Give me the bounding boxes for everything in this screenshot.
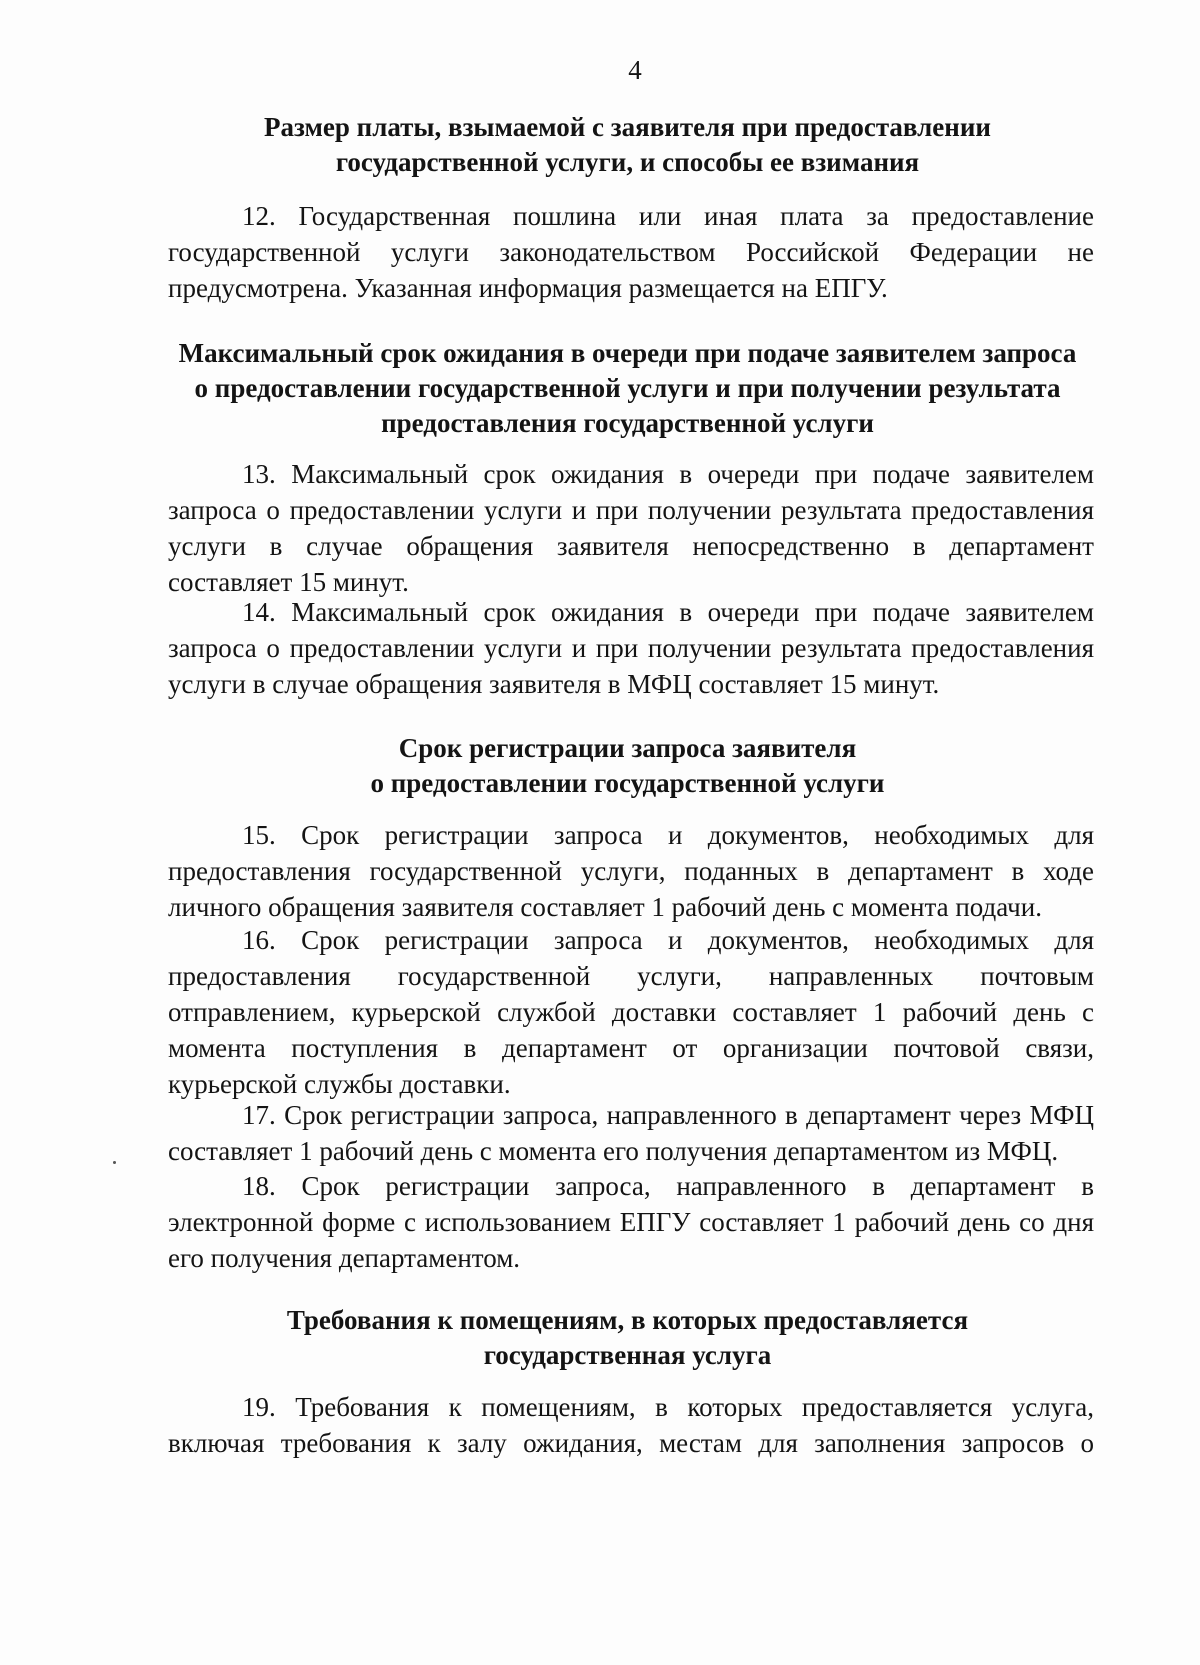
heading-line: Срок регистрации запроса заявителя <box>398 733 857 763</box>
heading-line: государственной услуги, и способы ее взимания <box>335 147 920 177</box>
paragraph-16 <box>168 922 1094 1102</box>
paragraph-line: 16. Срок регистрации запроса и документов, необходимых для <box>242 925 1094 955</box>
paragraph-12 <box>168 198 1094 306</box>
heading-line: о предоставлении государственной услуги <box>370 768 885 798</box>
paragraph-line: 12. Государственная пошлина или иная плата за предоставление <box>242 201 1094 231</box>
page-number: 4 <box>628 55 642 85</box>
paragraph-line: государственной услуги законодательством Российской Федерации не <box>168 237 1094 267</box>
paragraph-19 <box>168 1389 1094 1461</box>
heading-line: Требования к помещениям, в которых предоставляется <box>286 1305 969 1335</box>
heading-line: Размер платы, взымаемой с заявителя при предоставлении <box>264 112 991 142</box>
paragraph-line: составляет 1 рабочий день с момента его получения департаментом из МФЦ. <box>168 1136 1059 1166</box>
paragraph-line: услуги в случае обращения заявителя в МФЦ составляет 15 минут. <box>168 669 940 699</box>
paragraph-line: 18. Срок регистрации запроса, направленного в департамент в <box>242 1171 1094 1201</box>
paragraph-line: его получения департаментом. <box>168 1243 521 1273</box>
paragraph-line: 15. Срок регистрации запроса и документов, необходимых для <box>242 820 1094 850</box>
paragraph-line: 19. Требования к помещениям, в которых предоставляется услуга, <box>242 1392 1094 1422</box>
paragraph-line: 14. Максимальный срок ожидания в очереди при подаче заявителем <box>242 597 1094 627</box>
paragraph-line: запроса о предоставлении услуги и при получении результата предоставления <box>168 495 1094 525</box>
paragraph-13 <box>168 456 1094 600</box>
paragraph-17 <box>168 1097 1094 1169</box>
paragraph-line: предусмотрена. Указанная информация размещается на ЕПГУ. <box>168 273 888 303</box>
paragraph-18 <box>168 1168 1094 1276</box>
scan-speck <box>113 1161 116 1164</box>
paragraph-line: предоставления государственной услуги, направленных почтовым <box>168 961 1094 991</box>
paragraph-15 <box>168 817 1094 925</box>
paragraph-line: электронной форме с использованием ЕПГУ составляет 1 рабочий день со дня <box>168 1207 1094 1237</box>
section-heading-registration <box>160 731 1095 801</box>
paragraph-line: услуги в случае обращения заявителя непосредственно в департамент <box>168 531 1094 561</box>
heading-line: Максимальный срок ожидания в очереди при подаче заявителем запроса <box>178 338 1077 368</box>
paragraph-14 <box>168 594 1094 702</box>
heading-line: предоставления государственной услуги <box>381 408 874 438</box>
paragraph-line: 17. Срок регистрации запроса, направленного в департамент через МФЦ <box>242 1100 1094 1130</box>
paragraph-line: отправлением, курьерской службой доставки составляет 1 рабочий день с <box>168 997 1094 1027</box>
paragraph-line: курьерской службы доставки. <box>168 1069 511 1099</box>
paragraph-line: составляет 15 минут. <box>168 567 409 597</box>
heading-line: государственная услуга <box>483 1340 772 1370</box>
section-heading-waiting-time <box>160 336 1095 441</box>
section-heading-premises <box>160 1303 1095 1373</box>
paragraph-line: 13. Максимальный срок ожидания в очереди при подаче заявителем <box>242 459 1094 489</box>
section-heading-fee <box>160 110 1095 180</box>
paragraph-line: момента поступления в департамент от организации почтовой связи, <box>168 1033 1094 1063</box>
paragraph-line: личного обращения заявителя составляет 1 рабочий день с момента подачи. <box>168 892 1042 922</box>
paragraph-line: предоставления государственной услуги, поданных в департамент в ходе <box>168 856 1094 886</box>
heading-line: о предоставлении государственной услуги и при получении результата <box>194 373 1061 403</box>
paragraph-line: включая требования к залу ожидания, местам для заполнения запросов о <box>168 1428 1094 1458</box>
paragraph-line: запроса о предоставлении услуги и при получении результата предоставления <box>168 633 1094 663</box>
